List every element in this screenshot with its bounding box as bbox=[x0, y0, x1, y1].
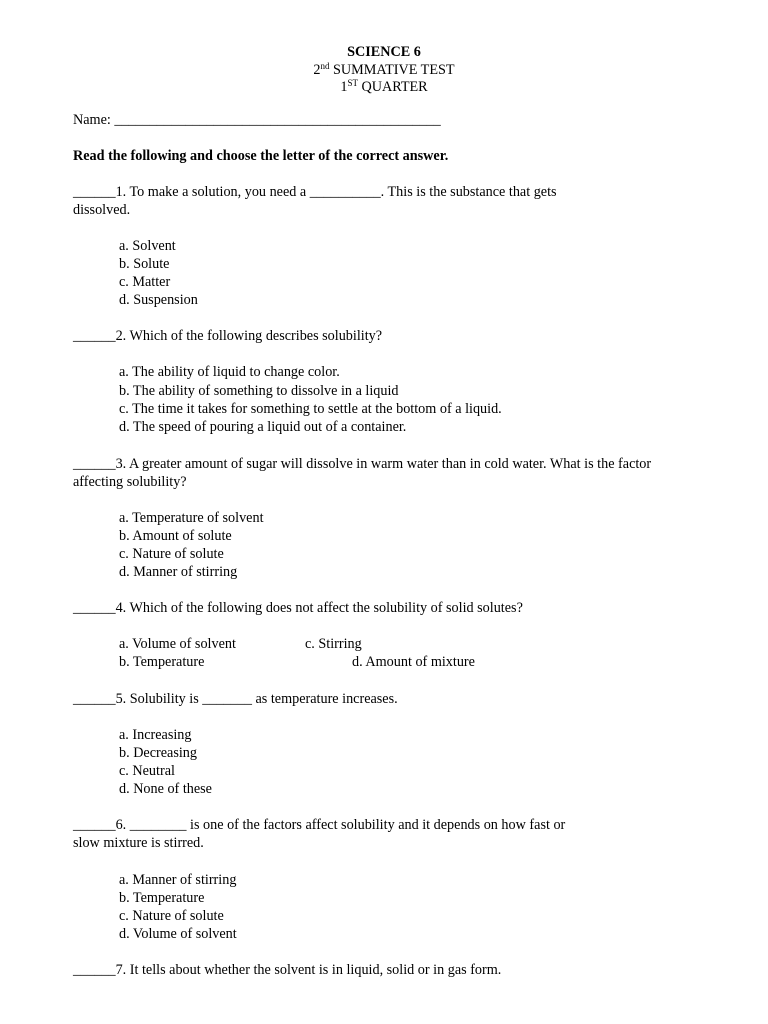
question-1-text: ______1. To make a solution, you need a __________. This is the substance that gets bbox=[73, 184, 557, 200]
test-name: SUMMATIVE TEST bbox=[329, 62, 455, 78]
question-4-text: ______4. Which of the following does not affect the solubility of solid solutes? bbox=[73, 600, 523, 616]
question-5-text: ______5. Solubility is _______ as temperature increases. bbox=[73, 691, 398, 707]
quarter-ordinal: 1 bbox=[340, 79, 348, 95]
question-1-choice-c: c. Matter bbox=[119, 274, 171, 290]
name-line: Name: ______________________________________________ bbox=[73, 112, 441, 128]
quarter-ordinal-suffix: ST bbox=[347, 78, 358, 88]
instructions: Read the following and choose the letter of the correct answer. bbox=[73, 148, 449, 164]
question-5-choice-b: b. Decreasing bbox=[119, 745, 197, 761]
question-3-choice-d: d. Manner of stirring bbox=[119, 564, 238, 580]
question-6-choice-b: b. Temperature bbox=[119, 890, 205, 906]
question-3-text-cont: affecting solubility? bbox=[73, 474, 187, 490]
question-7-text: ______7. It tells about whether the solvent is in liquid, solid or in gas form. bbox=[73, 962, 502, 978]
question-5-choice-c: c. Neutral bbox=[119, 763, 175, 779]
question-2-choice-b: b. The ability of something to dissolve in a liquid bbox=[119, 383, 399, 399]
question-1-text-cont: dissolved. bbox=[73, 202, 131, 218]
question-1-choice-a: a. Solvent bbox=[119, 238, 176, 254]
question-1-choice-b: b. Solute bbox=[119, 256, 170, 272]
question-6-choice-c: c. Nature of solute bbox=[119, 908, 224, 924]
test-title bbox=[0, 61, 768, 79]
question-2-text: ______2. Which of the following describes solubility? bbox=[73, 328, 383, 344]
question-3-text: ______3. A greater amount of sugar will dissolve in warm water than in cold water. What is the factor bbox=[73, 456, 652, 472]
quarter-title bbox=[0, 78, 768, 96]
question-3-choice-b: b. Amount of solute bbox=[119, 528, 232, 544]
question-4-choice-a: a. Volume of solvent bbox=[119, 636, 236, 652]
question-4-choice-c: c. Stirring bbox=[305, 636, 362, 652]
test-ordinal-suffix: nd bbox=[320, 61, 330, 71]
question-1-choice-d: d. Suspension bbox=[119, 292, 198, 308]
question-3-choice-c: c. Nature of solute bbox=[119, 546, 224, 562]
question-4-choice-b: b. Temperature bbox=[119, 654, 205, 670]
question-5-choice-d: d. None of these bbox=[119, 781, 212, 797]
question-6-choice-d: d. Volume of solvent bbox=[119, 926, 237, 942]
question-5-choice-a: a. Increasing bbox=[119, 727, 192, 743]
quarter-name: QUARTER bbox=[357, 79, 428, 95]
test-ordinal: 2 bbox=[313, 62, 321, 78]
test-subject-title: SCIENCE 6 bbox=[347, 44, 421, 60]
question-4-choice-d: d. Amount of mixture bbox=[352, 654, 475, 670]
question-2-choice-a: a. The ability of liquid to change color. bbox=[119, 364, 340, 380]
question-6-text-cont: slow mixture is stirred. bbox=[73, 835, 204, 851]
question-2-choice-c: c. The time it takes for something to settle at the bottom of a liquid. bbox=[119, 401, 502, 417]
question-3-choice-a: a. Temperature of solvent bbox=[119, 510, 264, 526]
question-6-choice-a: a. Manner of stirring bbox=[119, 872, 237, 888]
question-6-text: ______6. ________ is one of the factors affect solubility and it depends on how fast or bbox=[73, 817, 566, 833]
question-2-choice-d: d. The speed of pouring a liquid out of a container. bbox=[119, 419, 407, 435]
